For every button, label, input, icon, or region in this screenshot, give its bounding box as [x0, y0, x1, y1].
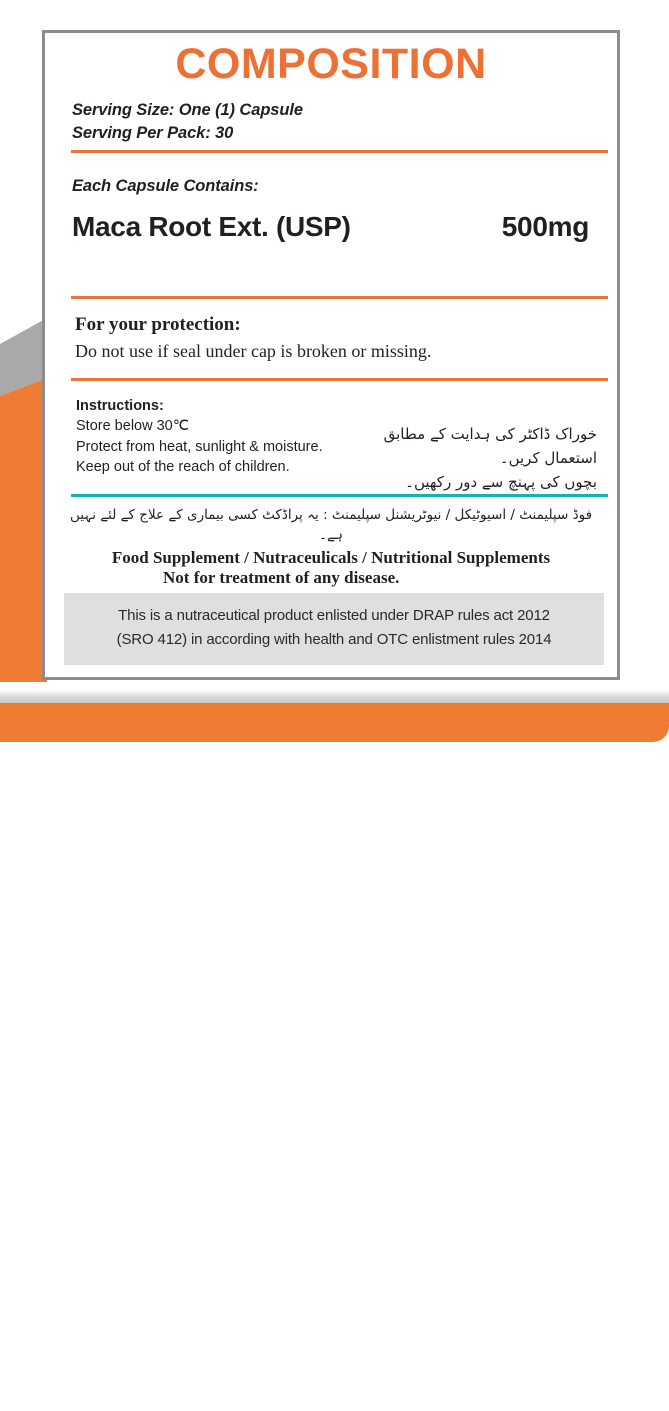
protection-body: Do not use if seal under cap is broken or missing.: [75, 340, 432, 361]
supplement-statement-english-line-2: Not for treatment of any disease.: [163, 568, 400, 588]
supplement-statement-urdu: فوڈ سپلیمنٹ / اسیوٹیکل / نیوٹریشنل سپلیمنٹ : یہ پراڈکٹ کسی بیماری کے علاج کے لئے نہیں ہے۔: [69, 507, 593, 544]
instructions-english: [76, 396, 323, 478]
left-orange-block: [0, 378, 47, 682]
ingredient-amount: 500mg: [501, 211, 589, 242]
left-edge-decoration: [0, 318, 47, 682]
bottom-orange-highlight: [0, 1406, 669, 1411]
divider-orange-third: [71, 378, 608, 381]
regulatory-notice-line-1: This is a nutraceutical product enlisted under DRAP rules act 2012: [118, 607, 550, 624]
instructions-section: [76, 396, 597, 491]
divider-orange-top: [71, 150, 608, 153]
ingredient-name: Maca Root Ext. (USP): [72, 211, 351, 242]
supplement-statement: [65, 505, 597, 589]
instructions-urdu-line-1: خوراک ڈاکٹر کی ہدایت کے مطابق استعمال کریں۔: [383, 425, 597, 467]
serving-size-line: Serving Size: One (1) Capsule: [72, 101, 303, 119]
protection-heading: For your protection:: [75, 314, 241, 335]
regulatory-notice-box: [64, 593, 604, 665]
instructions-urdu: [347, 422, 597, 494]
instructions-heading: Instructions:: [76, 398, 164, 414]
bottom-gray-band: [0, 690, 669, 703]
regulatory-notice-line-2: (SRO 412) in according with health and OTC enlistment rules 2014: [116, 631, 552, 648]
composition-label-panel: [42, 30, 620, 680]
instructions-line-2: Protect from heat, sunlight & moisture.: [76, 438, 323, 455]
ingredient-row: [72, 211, 589, 243]
instructions-urdu-line-2: بچوں کی پہنچ سے دور رکھیں۔: [405, 473, 597, 491]
serving-info: [72, 99, 599, 146]
serving-per-pack-line: Serving Per Pack: 30: [72, 124, 234, 143]
instructions-line-1: Store below 30℃: [76, 418, 190, 435]
each-capsule-contains-label: Each Capsule Contains:: [72, 177, 259, 195]
protection-section: [75, 313, 599, 363]
divider-orange-second: [71, 296, 608, 299]
supplement-statement-english-line-1: Food Supplement / Nutraceulicals / Nutritional Supplements: [111, 547, 551, 567]
divider-teal: [71, 494, 608, 497]
instructions-line-3: Keep out of the reach of children.: [76, 459, 290, 476]
bottom-orange-band: [0, 703, 669, 742]
page-title: COMPOSITION: [175, 40, 487, 88]
